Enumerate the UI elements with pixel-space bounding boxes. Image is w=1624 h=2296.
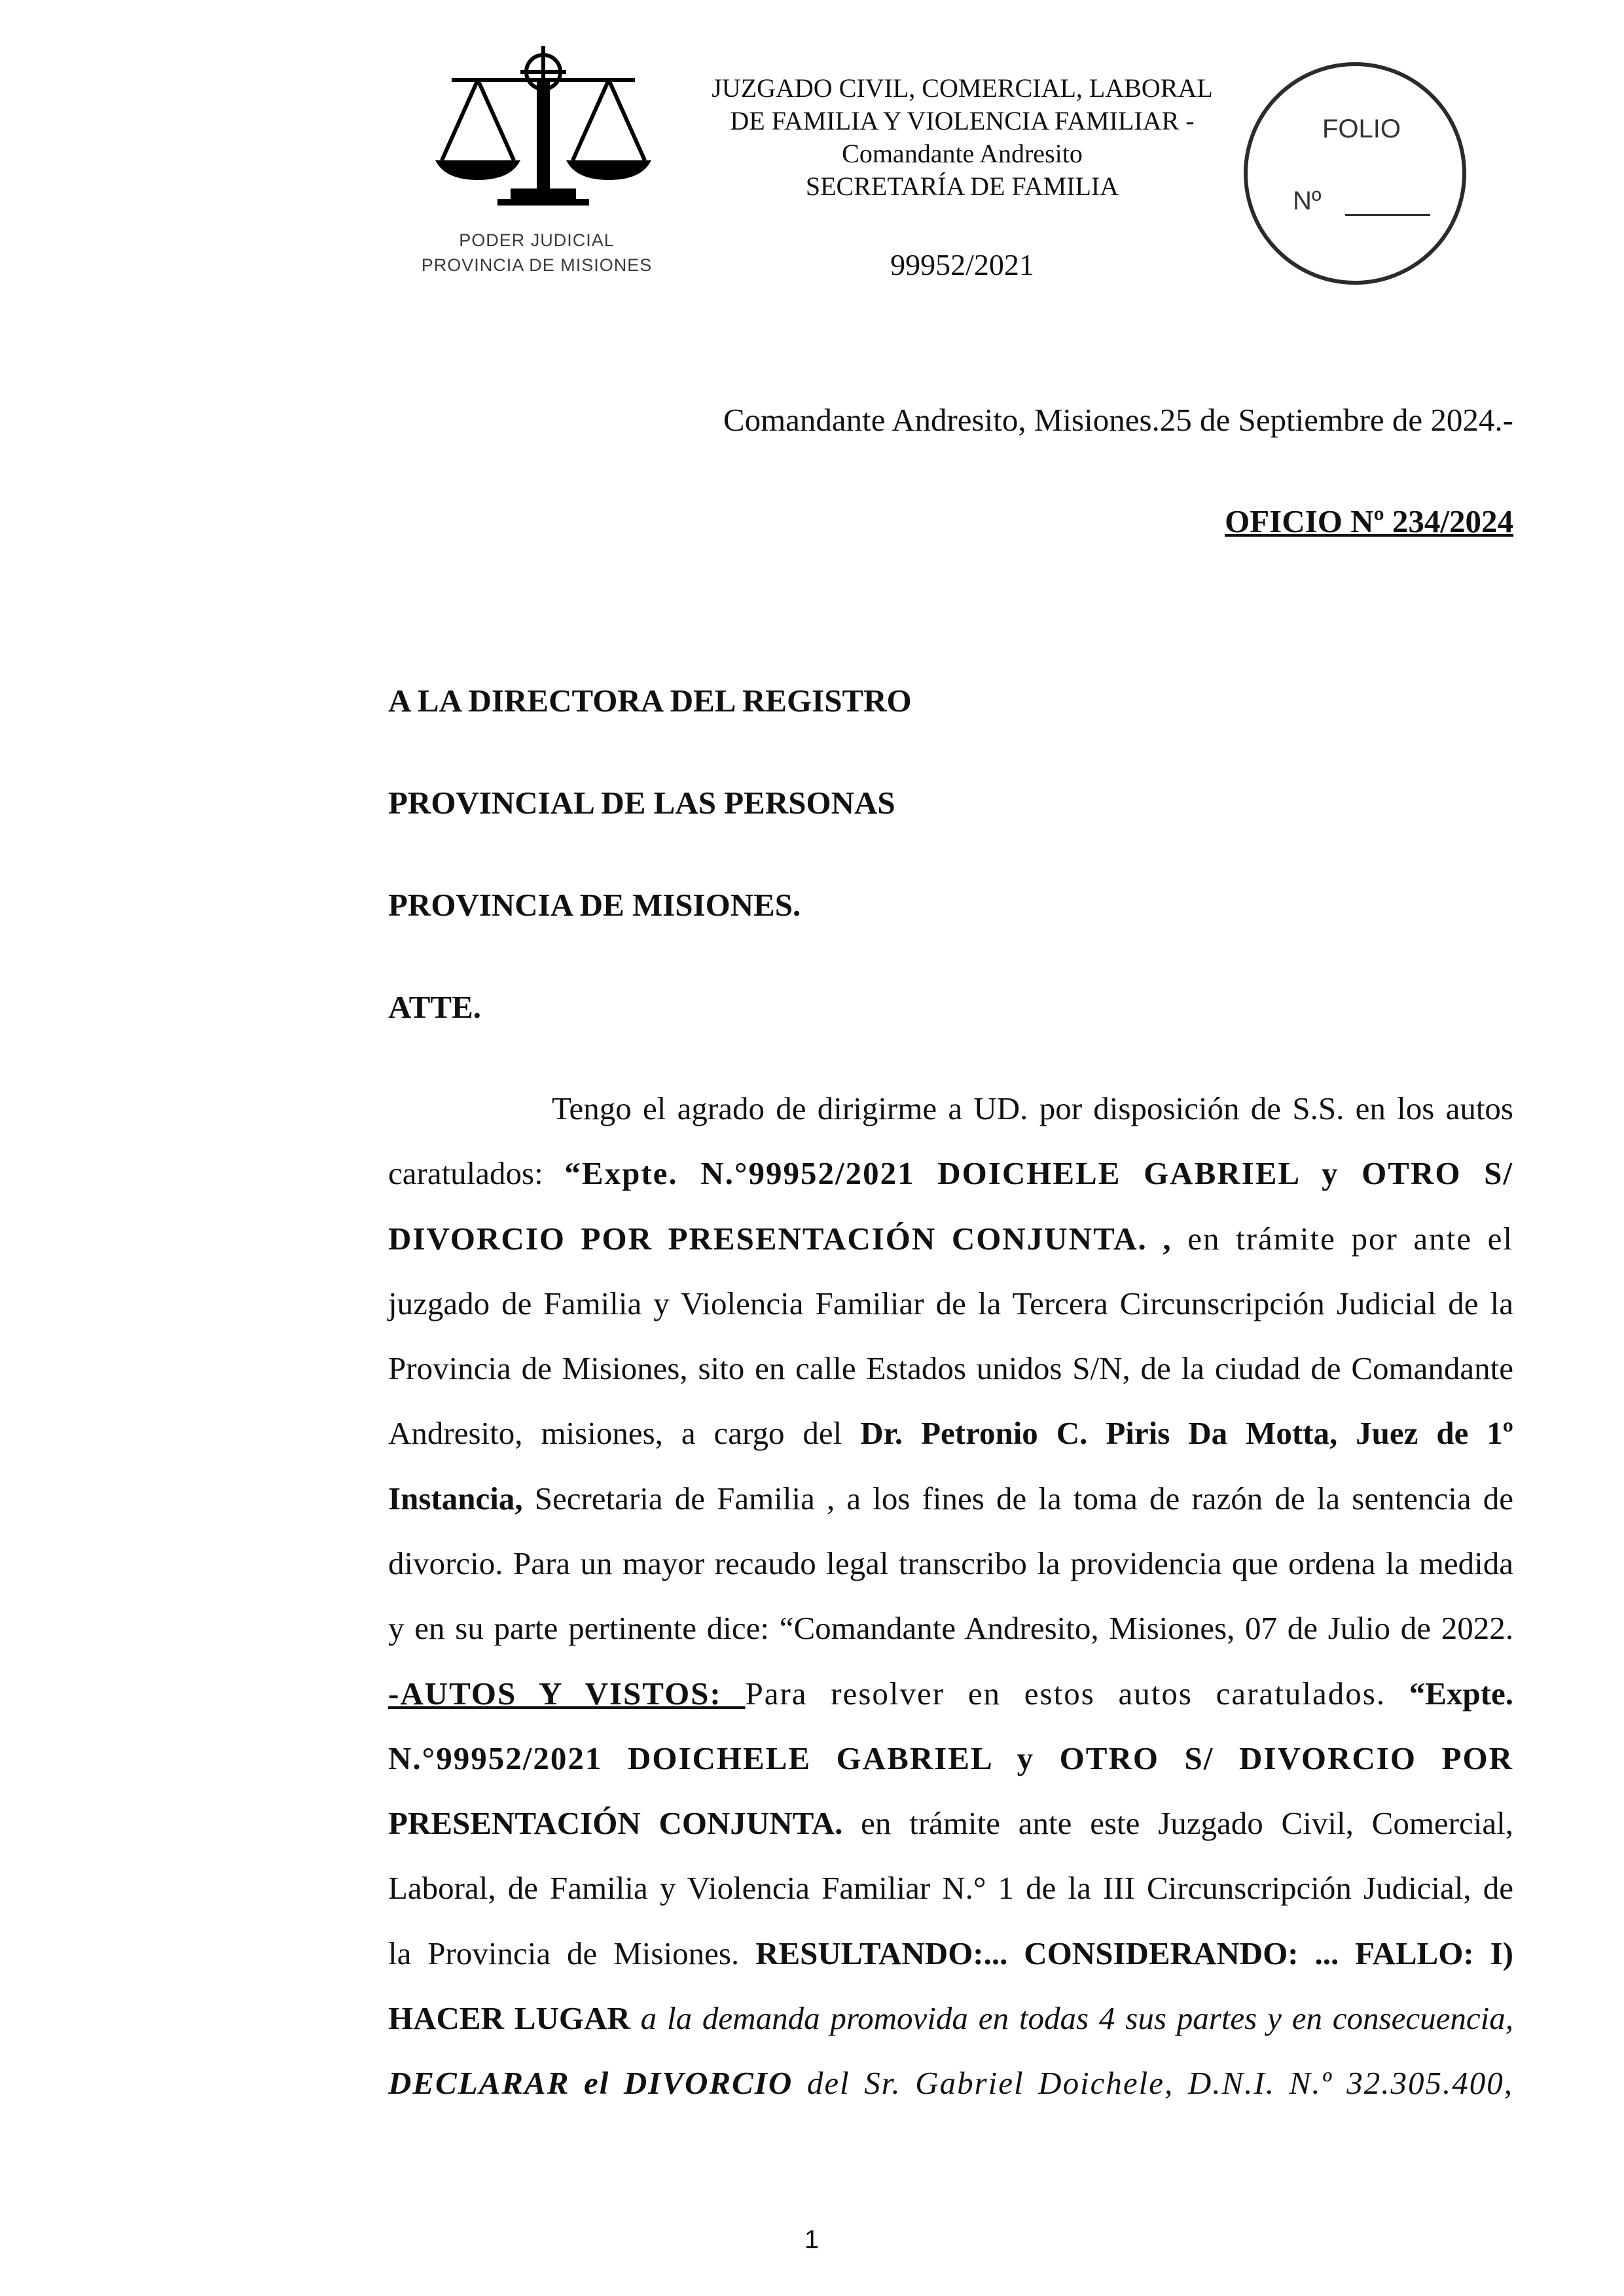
folio-blank-line xyxy=(1345,214,1430,216)
case-title: DIVORCIO POR PRESENTACIÓN CONJUNTA. , xyxy=(388,1221,1172,1257)
logo-text-line1: PODER JUDICIAL xyxy=(459,230,615,250)
case-number: 99952/2021 xyxy=(890,248,1034,281)
folio-stamp xyxy=(1244,62,1466,285)
page-number: 1 xyxy=(804,2225,820,2254)
body-line xyxy=(388,1414,1513,1453)
body-line xyxy=(388,1674,1513,1713)
addressee-line: ATTE. xyxy=(388,989,482,1025)
body-line xyxy=(388,1219,1513,1259)
folio-title: FOLIO xyxy=(1322,115,1401,143)
autos-y-vistos-heading: -AUTOS Y VISTOS: xyxy=(388,1676,746,1712)
body-line xyxy=(388,1999,1513,2038)
ruling-text: DECLARAR el DIVORCIO xyxy=(388,2065,793,2101)
body-line xyxy=(552,1089,1513,1128)
folio-number-label: Nº xyxy=(1293,187,1322,215)
logo-text-line2: PROVINCIA DE MISIONES xyxy=(421,255,653,275)
body-text: Tengo el agrado de dirigirme a UD. por disposición de S.S. en los autos xyxy=(552,1090,1513,1126)
body-text: caratulados: xyxy=(388,1155,565,1191)
court-line: Comandante Andresito xyxy=(842,139,1083,168)
body-line xyxy=(388,1934,1513,1973)
body-line xyxy=(388,1804,1513,1843)
body-line xyxy=(388,1154,1513,1193)
body-text: Secretaria de Familia , a los fines de la toma de razón de la sentencia de xyxy=(522,1480,1513,1516)
body-text: en trámite por ante el xyxy=(1172,1221,1513,1257)
scales-of-justice-icon xyxy=(412,39,674,242)
body-text: la Provincia de Misiones. xyxy=(388,1935,756,1971)
ruling-heading: RESULTANDO:... CONSIDERANDO: ... FALLO: I) xyxy=(755,1935,1513,1971)
body-line xyxy=(388,1284,1513,1323)
court-line: DE FAMILIA Y VIOLENCIA FAMILIAR - xyxy=(730,106,1195,135)
body-text: Provincia de Misiones, sito en calle Estados unidos S/N, de la ciudad de Comandante xyxy=(388,1350,1513,1386)
ruling-text: HACER LUGAR xyxy=(388,2000,630,2036)
body-text: Para resolver en estos autos caratulados. xyxy=(745,1676,1409,1712)
case-title: N.°99952/2021 DOICHELE GABRIEL y OTRO S/ DIVORCIO POR xyxy=(388,1740,1513,1776)
court-line: SECRETARÍA DE FAMILIA xyxy=(805,171,1119,201)
ruling-text: del Sr. Gabriel Doichele, D.N.I. N.º 32.305.400, xyxy=(793,2065,1513,2101)
body-text: Laboral, de Familia y Violencia Familiar N.° 1 de la III Circunscripción Judicial, de xyxy=(388,1870,1513,1906)
court-header xyxy=(668,72,1257,203)
body-line xyxy=(388,1869,1513,1908)
case-title: PRESENTACIÓN CONJUNTA. xyxy=(388,1805,843,1841)
folio-circle xyxy=(1244,62,1466,285)
judge-name: Instancia, xyxy=(388,1480,523,1516)
body-line xyxy=(388,2064,1513,2103)
body-line xyxy=(388,1349,1513,1388)
court-line: JUZGADO CIVIL, COMERCIAL, LABORAL xyxy=(712,73,1213,103)
addressee-line: A LA DIRECTORA DEL REGISTRO xyxy=(388,683,912,719)
body-text: divorcio. Para un mayor recaudo legal transcribo la providencia que ordena la medida xyxy=(388,1545,1513,1581)
case-title: “Expte. N.°99952/2021 DOICHELE GABRIEL y OTRO S/ xyxy=(564,1155,1513,1191)
body-text: Andresito, misiones, a cargo del xyxy=(388,1415,861,1451)
poder-judicial-logo xyxy=(399,39,674,295)
judge-name: Dr. Petronio C. Piris Da Motta, Juez de 1º xyxy=(860,1415,1513,1451)
body-line xyxy=(388,1544,1513,1583)
body-line xyxy=(388,1739,1513,1778)
oficio-number: OFICIO Nº 234/2024 xyxy=(1225,503,1513,539)
addressee-line: PROVINCIA DE MISIONES. xyxy=(388,887,801,923)
body-line xyxy=(388,1479,1513,1518)
body-text: en trámite ante este Juzgado Civil, Comercial, xyxy=(842,1805,1513,1841)
case-title: “Expte. xyxy=(1409,1676,1513,1712)
body-text: juzgado de Familia y Violencia Familiar de la Tercera Circunscripción Judicial de la xyxy=(388,1285,1513,1321)
ruling-text: a la demanda promovida en todas 4 sus partes y en consecuencia, xyxy=(630,2000,1513,2036)
date-line: Comandante Andresito, Misiones.25 de Septiembre de 2024.- xyxy=(723,402,1513,438)
addressee-line: PROVINCIAL DE LAS PERSONAS xyxy=(388,785,895,821)
body-text: y en su parte pertinente dice: “Comandante Andresito, Misiones, 07 de Julio de 2022. xyxy=(388,1610,1513,1646)
body-line xyxy=(388,1609,1513,1648)
